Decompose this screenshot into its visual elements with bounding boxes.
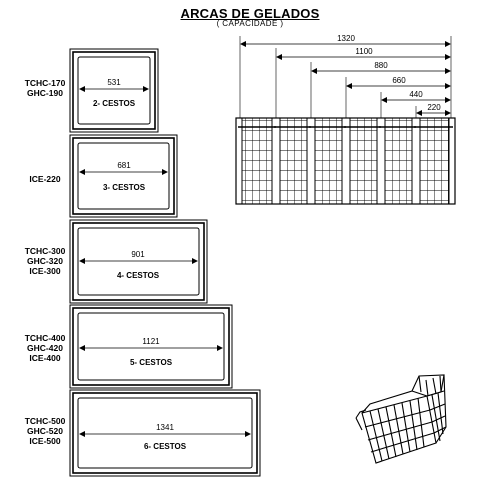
wire-basket-icon [356,375,446,463]
width-label-1: 531 [107,78,121,87]
model-label-4: TCHC-400 GHC-420 ICE-400 [24,333,66,363]
basket-span-1100: 1100 [355,47,373,56]
basket-span-1320: 1320 [337,34,355,43]
basket-span-220: 220 [427,103,441,112]
basket-count-2: 3- CESTOS [102,183,146,192]
freezer-dimension-4 [80,337,222,348]
freezer-outline-1 [70,49,158,132]
width-label-3: 901 [131,250,145,259]
freezer-outline-2 [70,135,177,217]
freezer-outline-5 [70,390,260,476]
basket-span-660: 660 [392,76,406,85]
basket-span-880: 880 [374,61,388,70]
freezer-dimension-3 [80,250,197,261]
basket-count-5: 6- CESTOS [143,442,187,451]
freezer-outline-4 [70,305,232,388]
basket-dimension-lines [240,34,451,118]
freezer-dimension-1 [80,78,148,89]
basket-span-440: 440 [409,90,423,99]
model-label-1: TCHC-170 GHC-190 [24,78,66,98]
model-label-3: TCHC-300 GHC-320 ICE-300 [24,246,66,276]
page-title: ARCAS DE GELADOS [180,6,320,21]
width-label-5: 1341 [156,423,174,432]
page-subtitle: ( CAPACIDADE ) [216,19,284,28]
basket-count-4: 5- CESTOS [129,358,173,367]
freezer-dimension-2 [80,161,167,172]
model-label-5: TCHC-500 GHC-520 ICE-500 [24,416,66,446]
freezer-outline-3 [70,220,207,303]
basket-count-3: 4- CESTOS [116,271,160,280]
freezer-dimension-5 [80,423,250,434]
basket-count-1: 2- CESTOS [92,99,136,108]
model-label-2: ICE-220 [29,174,61,184]
width-label-4: 1121 [142,337,160,346]
width-label-2: 681 [117,161,131,170]
basket-row [236,118,455,204]
